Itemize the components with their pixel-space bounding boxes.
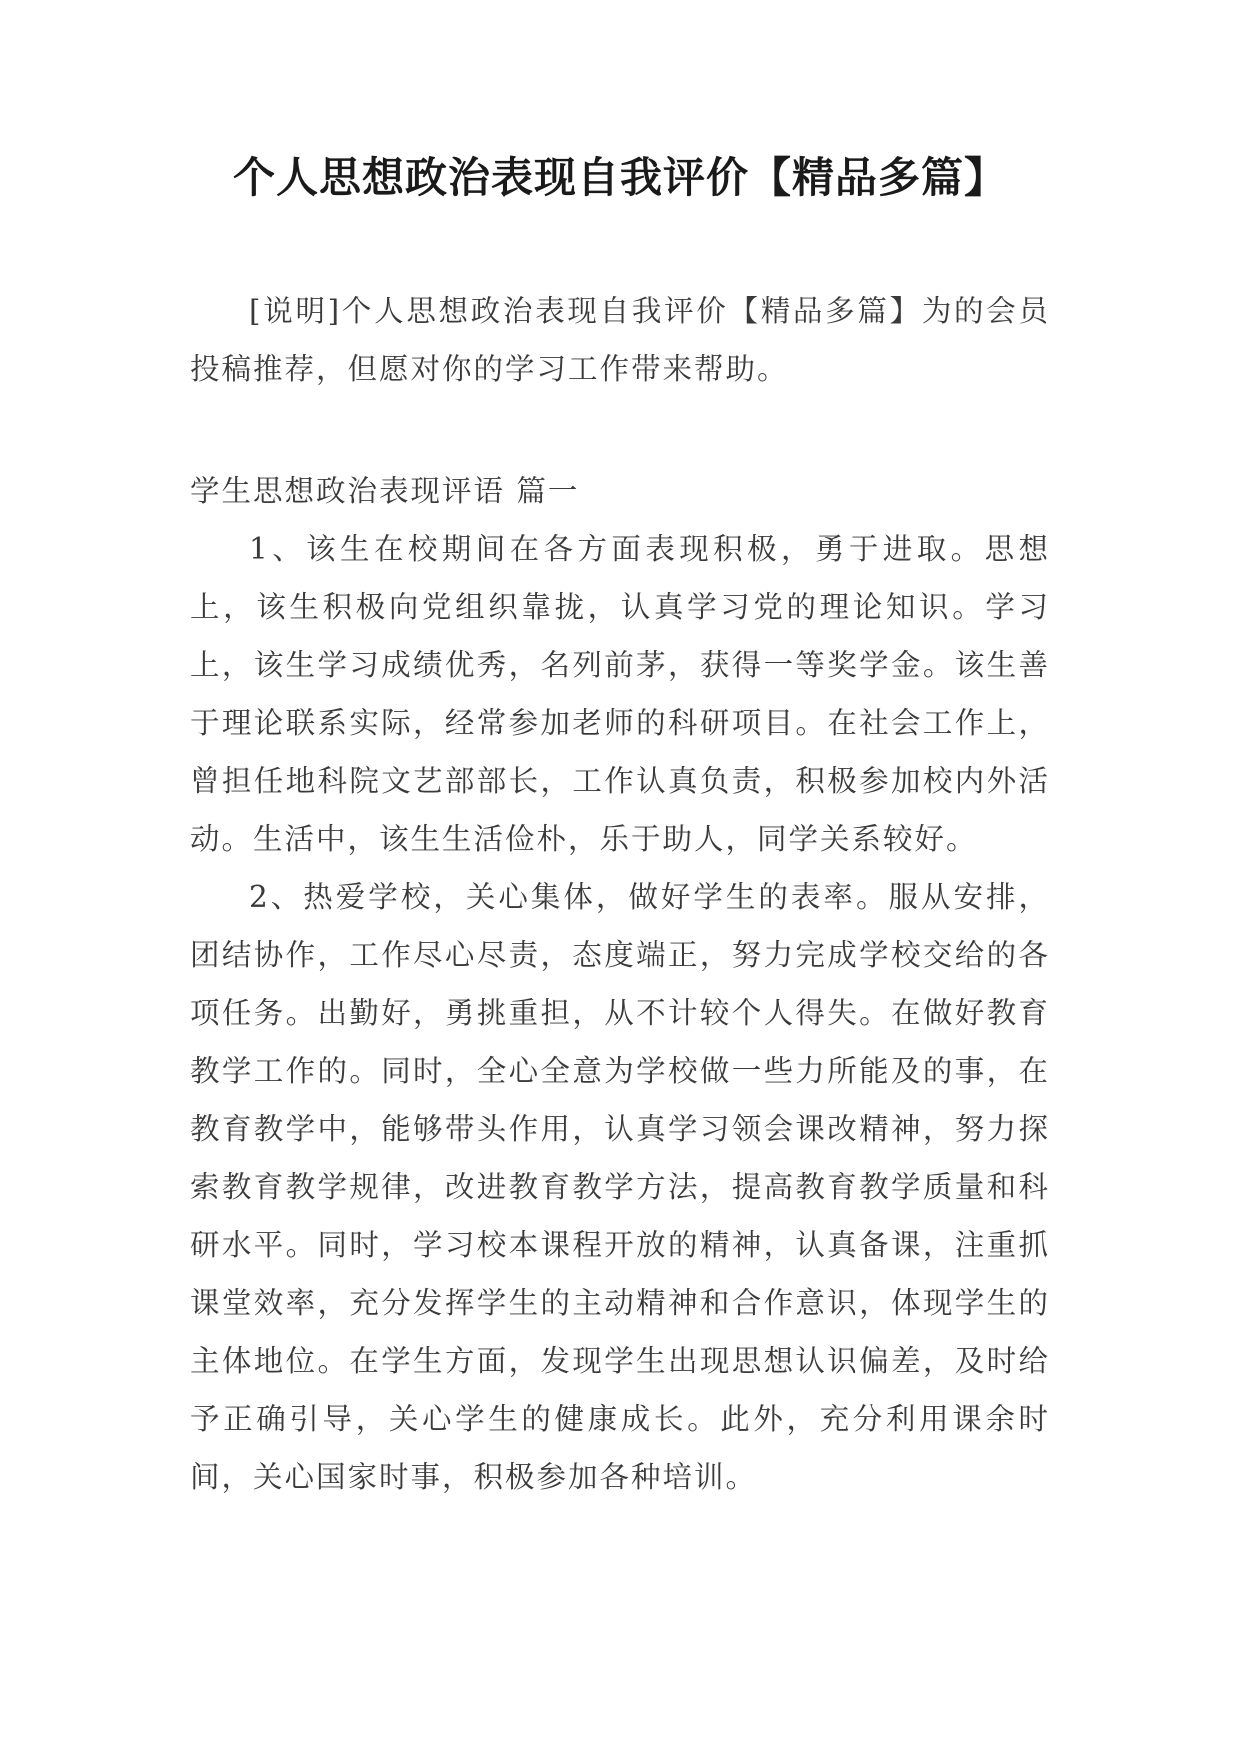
intro-paragraph: [说明]个人思想政治表现自我评价【精品多篇】为的会员投稿推荐，但愿对你的学习工作带来帮助。 [190, 294, 1050, 386]
body-paragraph-2: 2、热爱学校，关心集体，做好学生的表率。服从安排，团结协作，工作尽心尽责，态度端正，努力完成学校交给的各项任务。出勤好，勇挑重担，从不计较个人得失。在做好教育教学工作的。同时，全心全意为学校做一些力所能及的事，在教育教学中，能够带头作用，认真学习领会课改精神，努力探索教育教学规律，改进教育教学方法，提高教育教学质量和科研水平。同时，学习校本课程开放的精神，认真备课，注重抓课堂效率，充分发挥学生的主动精神和合作意识，体现学生的主体地位。在学生方面，发现学生出现思想认识偏差，及时给予正确引导，关心学生的健康成长。此外，充分利用课余时间，关心国家时事，积极参加各种培训。 [190, 880, 1050, 1494]
section-heading: 学生思想政治表现评语 篇一 [190, 474, 580, 508]
body-paragraph-1: 1、该生在校期间在各方面表现积极，勇于进取。思想上，该生积极向党组织靠拢，认真学习党的理论知识。学习上，该生学习成绩优秀，名列前茅，获得一等奖学金。该生善于理论联系实际，经常参加老师的科研项目。在社会工作上，曾担任地科院文艺部部长，工作认真负责，积极参加校内外活动。生活中，该生生活俭朴，乐于助人，同学关系较好。 [190, 532, 1050, 856]
intro-block [190, 282, 1050, 398]
document-title: 个人思想政治表现自我评价【精品多篇】 [232, 153, 1007, 202]
section-block [190, 462, 1050, 1506]
